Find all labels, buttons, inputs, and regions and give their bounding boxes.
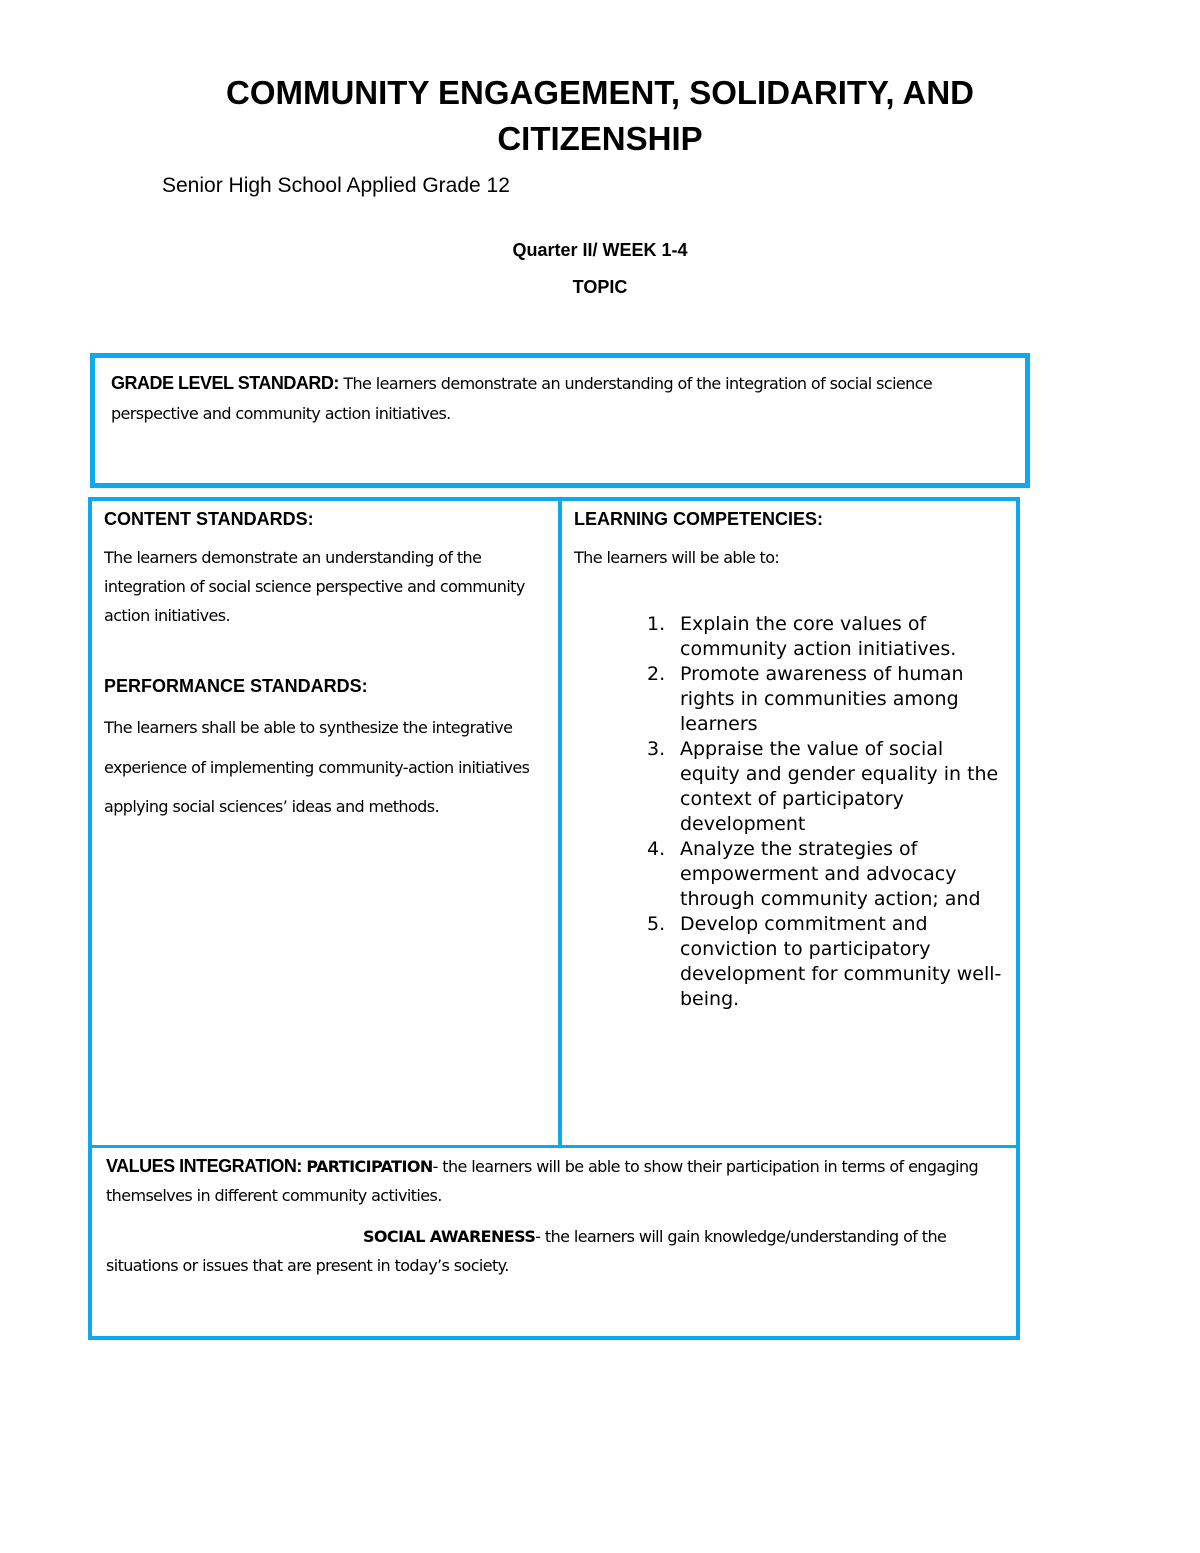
list-item-number: 2. — [647, 663, 666, 685]
social-awareness-label: SOCIAL AWARENESS — [363, 1227, 536, 1246]
values-integration-cell — [88, 1145, 1020, 1340]
list-item — [574, 612, 1004, 662]
document-title: COMMUNITY ENGAGEMENT, SOLIDARITY, AND CITIZENSHIP — [225, 74, 975, 157]
values-integration-heading: VALUES INTEGRATION: — [106, 1156, 302, 1176]
list-item-number: 5. — [647, 913, 666, 935]
learning-competencies-intro: The learners will be able to: — [574, 548, 780, 567]
learning-competencies-cell — [559, 497, 1020, 1148]
grade-level-paragraph — [111, 368, 1009, 429]
list-item-text: Develop commitment and conviction to participatory development for community well-being. — [680, 913, 1002, 1010]
list-item — [574, 837, 1004, 912]
list-item-number: 4. — [647, 838, 666, 860]
grade-level-standard-box — [90, 353, 1030, 488]
list-item — [574, 662, 1004, 737]
topic-label: TOPIC — [572, 277, 628, 297]
standards-cell — [88, 497, 561, 1148]
quarter-label: Quarter II/ WEEK 1-4 — [512, 240, 688, 260]
participation-text: - the learners will be able to show their participation in terms of engaging themselves in different community activities. — [106, 1157, 979, 1205]
participation-label: PARTICIPATION — [306, 1157, 433, 1176]
learning-competencies-heading: LEARNING COMPETENCIES: — [574, 509, 824, 529]
list-item-number: 1. — [647, 613, 666, 635]
list-item-text: Analyze the strategies of empowerment and advocacy through community action; and — [680, 838, 981, 910]
list-item-text: Explain the core values of community action initiatives. — [680, 613, 957, 660]
list-item — [574, 912, 1004, 1012]
content-standards-text: The learners demonstrate an understanding of the integration of social science perspective and community action initiatives. — [104, 548, 525, 625]
list-item-text: Promote awareness of human rights in communities among learners — [680, 663, 964, 735]
content-standards-heading: CONTENT STANDARDS: — [104, 509, 314, 529]
list-item-text: Appraise the value of social equity and gender equality in the context of participatory development — [680, 738, 999, 835]
grade-level-text: The learners demonstrate an understanding of the integration of social science perspective and community action initiatives. — [111, 374, 933, 423]
performance-standards-text: The learners shall be able to synthesize the integrative experience of implementing community-action initiatives applying social sciences’ ideas and methods. — [104, 718, 530, 816]
document-subtitle: Senior High School Applied Grade 12 — [162, 174, 510, 197]
competencies-list — [574, 612, 1004, 1012]
values-participation-paragraph — [106, 1152, 1002, 1210]
performance-standards-heading: PERFORMANCE STANDARDS: — [104, 676, 368, 696]
list-item-number: 3. — [647, 738, 666, 760]
grade-level-label: GRADE LEVEL STANDARD: — [111, 373, 339, 393]
values-social-awareness-paragraph — [106, 1222, 1002, 1280]
social-awareness-text: - the learners will gain knowledge/understanding of the situations or issues that are present in today’s society. — [106, 1227, 947, 1275]
list-item — [574, 737, 1004, 837]
